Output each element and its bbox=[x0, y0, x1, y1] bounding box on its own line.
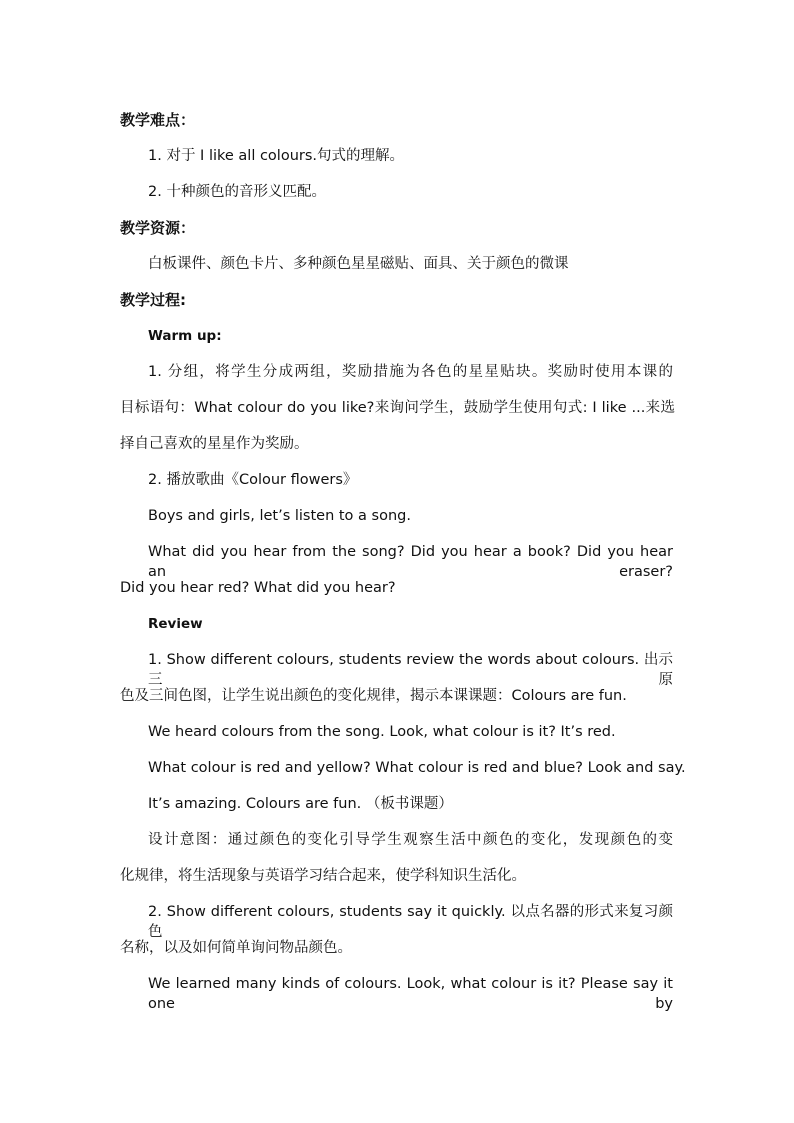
review-item-1-english-2: What colour is red and yellow? What colour is red and blue? Look and say. bbox=[148, 760, 686, 776]
resources-text: 白板课件、颜色卡片、多种颜色星星磁贴、面具、关于颜色的微课 bbox=[148, 256, 569, 272]
review-item-1-english-3: It’s amazing. Colours are fun. （板书课题） bbox=[148, 796, 453, 812]
heading-teaching-difficulties: 教学难点： bbox=[120, 111, 196, 129]
warmup-item-2-english-2-line-1: What did you hear from the song? Did you hear a book? Did you hear an eraser? bbox=[148, 544, 673, 580]
warmup-item-1-line-3: 择自己喜欢的星星作为奖励。 bbox=[120, 436, 309, 452]
heading-teaching-resources: 教学资源： bbox=[120, 219, 196, 237]
difficulty-item-1: 1. 对于 I like all colours.句式的理解。 bbox=[148, 148, 405, 164]
difficulty-item-2: 2. 十种颜色的音形义匹配。 bbox=[148, 184, 326, 200]
warmup-item-1-line-1: 1. 分组，将学生分成两组，奖励措施为各色的星星贴块。奖励时使用本课的 bbox=[148, 364, 673, 380]
section-title-warm-up: Warm up: bbox=[148, 328, 222, 344]
review-item-1-line-2: 色及三间色图，让学生说出颜色的变化规律，揭示本课课题：Colours are fun. bbox=[120, 688, 627, 704]
warmup-item-2-english-2-line-2: Did you hear red? What did you hear? bbox=[120, 580, 396, 596]
heading-teaching-process: 教学过程: bbox=[120, 291, 186, 309]
section-title-review: Review bbox=[148, 616, 203, 632]
warmup-item-1-line-2: 目标语句：What colour do you like?来询问学生，鼓励学生使用句式: I like ...来选 bbox=[120, 400, 675, 416]
design-intent-line-1: 设计意图：通过颜色的变化引导学生观察生活中颜色的变化，发现颜色的变 bbox=[148, 832, 673, 848]
design-intent-line-2: 化规律，将生活现象与英语学习结合起来，使学科知识生活化。 bbox=[120, 868, 526, 884]
review-item-2-line-2: 名称，以及如何简单询问物品颜色。 bbox=[120, 940, 352, 956]
review-item-1-english-1: We heard colours from the song. Look, what colour is it? It’s red. bbox=[148, 724, 616, 740]
review-item-2-english-1: We learned many kinds of colours. Look, what colour is it? Please say it one by bbox=[148, 976, 673, 1012]
review-item-1-line-1: 1. Show different colours, students review the words about colours. 出示三原 bbox=[148, 652, 673, 688]
warmup-item-2: 2. 播放歌曲《Colour flowers》 bbox=[148, 472, 358, 488]
warmup-item-2-english-1: Boys and girls, let’s listen to a song. bbox=[148, 508, 411, 524]
review-item-2-line-1: 2. Show different colours, students say it quickly. 以点名器的形式来复习颜色 bbox=[148, 904, 673, 940]
